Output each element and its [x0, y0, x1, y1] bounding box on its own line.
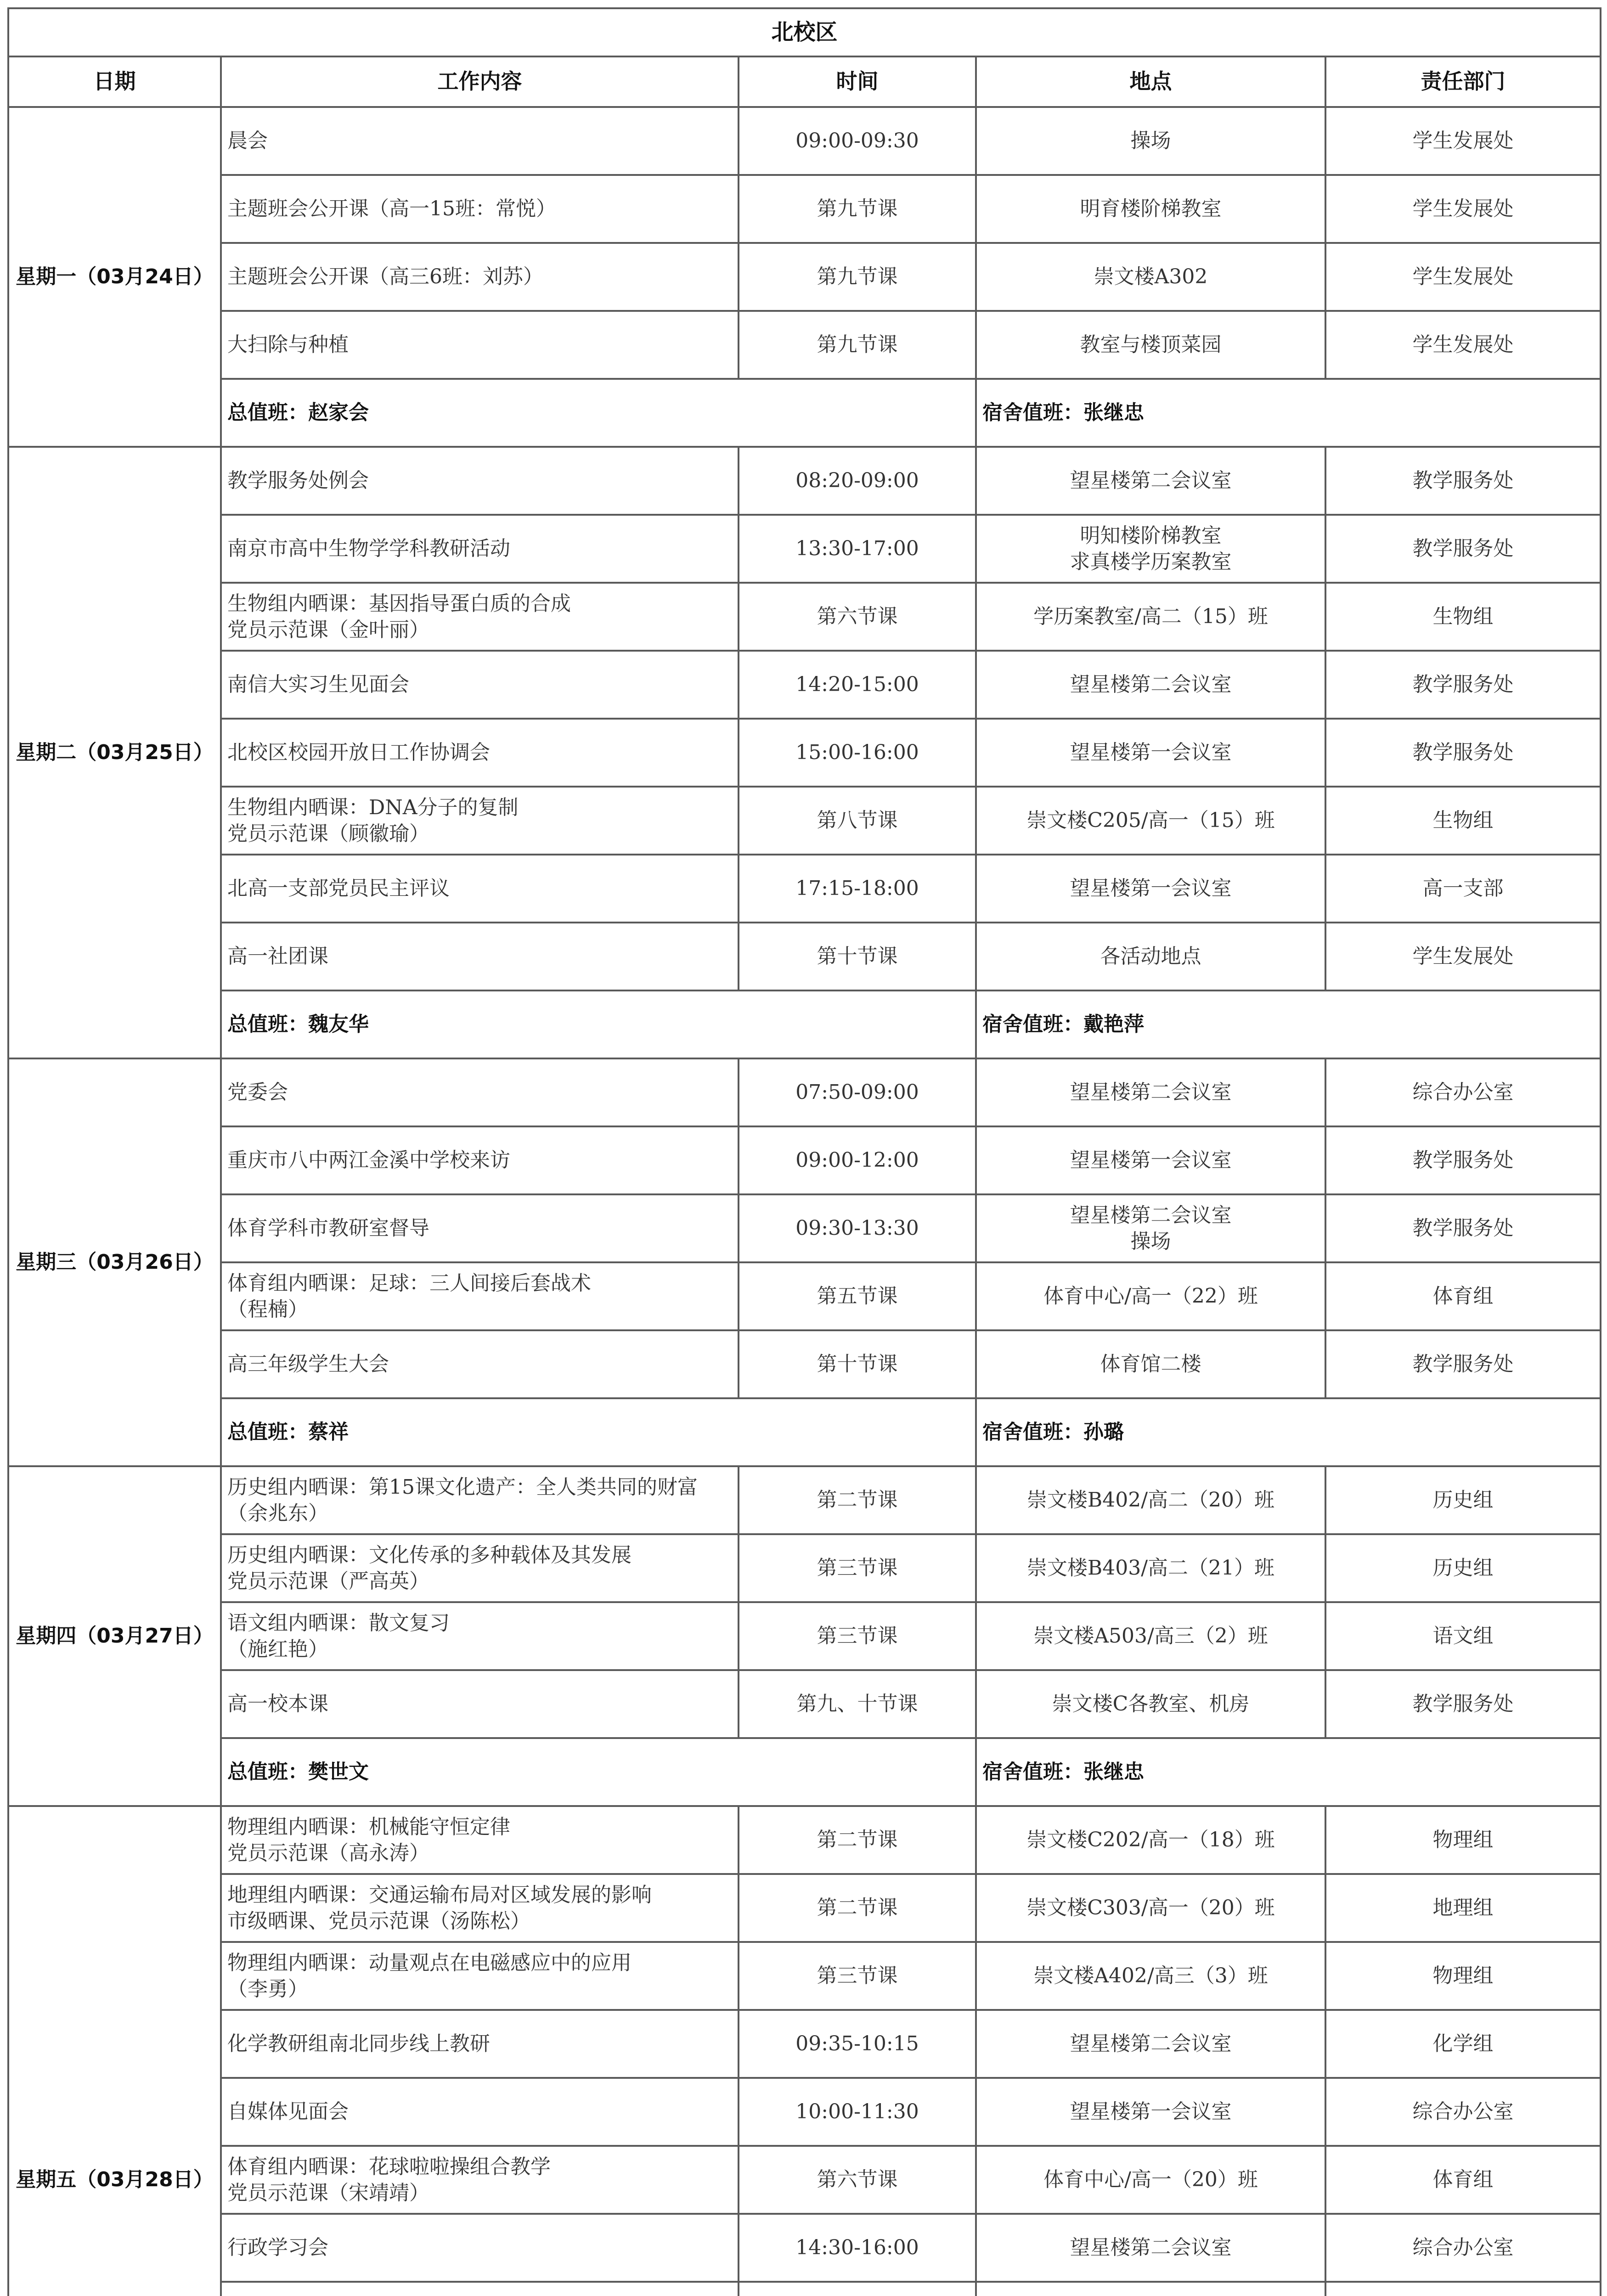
location-cell: [976, 1806, 1325, 1874]
location-cell: [976, 1602, 1325, 1670]
time-cell: 第九节课: [739, 175, 976, 243]
time-cell: 15:00-16:00: [739, 719, 976, 787]
schedule-row: [8, 175, 1601, 243]
text-line: 崇文楼A302: [1094, 265, 1208, 289]
time-cell: 09:30-13:30: [739, 1194, 976, 1262]
location-cell: [976, 1126, 1325, 1194]
location-cell: [976, 855, 1325, 923]
text-line: 望星楼第一会议室: [1070, 2100, 1232, 2124]
time-cell: [739, 2282, 976, 2296]
text-line: 自媒体见面会: [227, 2100, 349, 2124]
text-line: 望星楼第二会议室: [1070, 1203, 1232, 1227]
department-cell: 教学服务处: [1325, 719, 1601, 787]
day-label: 星期四（03月27日）: [8, 1466, 221, 1806]
duty-row: [8, 1398, 1601, 1466]
department-cell: [1325, 2282, 1601, 2296]
text-line: 北校区校园开放日工作协调会: [227, 741, 490, 765]
work-content: [221, 1194, 739, 1262]
department-cell: 教学服务处: [1325, 1330, 1601, 1398]
text-line: 望星楼第二会议室: [1070, 673, 1232, 697]
time-cell: 08:20-09:00: [739, 447, 976, 515]
schedule-row: [8, 583, 1601, 651]
text-line: 望星楼第二会议室: [1070, 1080, 1232, 1104]
text-line: 北高一支部党员民主评议: [227, 877, 450, 900]
dorm-duty: 宿舍值班：孙璐: [976, 1398, 1601, 1466]
schedule-row: [8, 2146, 1601, 2214]
text-line: 望星楼第二会议室: [1070, 2032, 1232, 2056]
day-label: 星期一（03月24日）: [8, 107, 221, 447]
schedule-row: [8, 447, 1601, 515]
text-line: 物理组内晒课：机械能守恒定律: [227, 1815, 510, 1839]
department-cell: 化学组: [1325, 2010, 1601, 2078]
work-content: [221, 787, 739, 855]
duty-row: [8, 1738, 1601, 1806]
schedule-row: [8, 1262, 1601, 1330]
dorm-duty: 宿舍值班：张继忠: [976, 379, 1601, 447]
text-line: 党员示范课（严高英）: [227, 1570, 429, 1593]
schedule-row: [8, 1330, 1601, 1398]
location-cell: [976, 583, 1325, 651]
header-time: 时间: [739, 56, 976, 107]
text-line: 重庆市八中两江金溪中学校来访: [227, 1148, 510, 1172]
campus-title: 北校区: [8, 8, 1601, 56]
time-cell: 14:30-16:00: [739, 2214, 976, 2282]
text-line: 南京市高中生物学学科教研活动: [227, 537, 510, 561]
text-line: 崇文楼C各教室、机房: [1052, 1692, 1250, 1716]
location-cell: [976, 1534, 1325, 1602]
time-cell: 第二节课: [739, 1874, 976, 1942]
work-content: [221, 1806, 739, 1874]
schedule-row: [8, 1874, 1601, 1942]
title-row: [8, 8, 1601, 56]
text-line: 行政学习会: [227, 2236, 328, 2260]
text-line: 明育楼阶梯教室: [1080, 197, 1222, 221]
text-line: 求真楼学历案教室: [1070, 550, 1232, 574]
location-cell: [976, 1262, 1325, 1330]
department-cell: 教学服务处: [1325, 651, 1601, 719]
work-content: [221, 515, 739, 583]
text-line: （程楠）: [227, 1298, 308, 1321]
general-duty: 总值班：蔡祥: [221, 1398, 976, 1466]
general-duty: 总值班：魏友华: [221, 990, 976, 1058]
schedule-row: [8, 2010, 1601, 2078]
location-cell: [976, 651, 1325, 719]
text-line: 崇文楼B402/高二（20）班: [1026, 1488, 1275, 1512]
department-cell: 学生发展处: [1325, 311, 1601, 379]
time-cell: 07:50-09:00: [739, 1058, 976, 1126]
location-cell: [976, 923, 1325, 990]
text-line: 物理组内晒课：动量观点在电磁感应中的应用: [227, 1951, 632, 1975]
time-cell: 第八节课: [739, 787, 976, 855]
work-content: [221, 1126, 739, 1194]
department-cell: 生物组: [1325, 583, 1601, 651]
time-cell: 第三节课: [739, 1602, 976, 1670]
time-cell: 第十节课: [739, 923, 976, 990]
text-line: 望星楼第一会议室: [1070, 1148, 1232, 1172]
header-date: 日期: [8, 56, 221, 107]
time-cell: 09:00-09:30: [739, 107, 976, 175]
work-content: [221, 1874, 739, 1942]
time-cell: 09:00-12:00: [739, 1126, 976, 1194]
department-cell: 学生发展处: [1325, 923, 1601, 990]
schedule-row: [8, 787, 1601, 855]
work-content: [221, 923, 739, 990]
text-line: 体育中心/高一（22）班: [1043, 1284, 1258, 1308]
schedule-row: [8, 2078, 1601, 2146]
dorm-duty: 宿舍值班：张继忠: [976, 1738, 1601, 1806]
schedule-row: [8, 1942, 1601, 2010]
header-row: [8, 56, 1601, 107]
text-line: 党员示范课（金叶丽）: [227, 618, 429, 642]
text-line: 望星楼第一会议室: [1070, 877, 1232, 900]
time-cell: 第三节课: [739, 1942, 976, 2010]
text-line: 晨会: [227, 129, 268, 153]
department-cell: 教学服务处: [1325, 1670, 1601, 1738]
text-line: 党员示范课（宋靖靖）: [227, 2181, 429, 2205]
work-content: [221, 1058, 739, 1126]
time-cell: 13:30-17:00: [739, 515, 976, 583]
location-cell: [976, 1058, 1325, 1126]
schedule-row: [8, 1602, 1601, 1670]
day-label: 星期三（03月26日）: [8, 1058, 221, 1466]
time-cell: 第六节课: [739, 2146, 976, 2214]
time-cell: 第五节课: [739, 1262, 976, 1330]
work-content: [221, 1262, 739, 1330]
department-cell: 综合办公室: [1325, 1058, 1601, 1126]
text-line: 明知楼阶梯教室: [1080, 523, 1222, 547]
location-cell: [976, 107, 1325, 175]
department-cell: 高一支部: [1325, 855, 1601, 923]
header-department: 责任部门: [1325, 56, 1601, 107]
text-line: 体育学科市教研室督导: [227, 1216, 429, 1240]
work-content: [221, 447, 739, 515]
department-cell: 学生发展处: [1325, 107, 1601, 175]
work-content: [221, 1466, 739, 1534]
text-line: 崇文楼A402/高三（3）班: [1033, 1964, 1268, 1988]
department-cell: 生物组: [1325, 787, 1601, 855]
department-cell: 学生发展处: [1325, 243, 1601, 311]
schedule-row: [8, 311, 1601, 379]
time-cell: 第三节课: [739, 1534, 976, 1602]
text-line: 党员示范课（顾徽瑜）: [227, 822, 429, 845]
work-content: [221, 107, 739, 175]
work-content: [221, 651, 739, 719]
schedule-row: [8, 923, 1601, 990]
text-line: （施红艳）: [227, 1638, 328, 1661]
department-cell: 物理组: [1325, 1806, 1601, 1874]
work-content: [221, 2078, 739, 2146]
department-cell: 物理组: [1325, 1942, 1601, 2010]
time-cell: 17:15-18:00: [739, 855, 976, 923]
location-cell: [976, 1670, 1325, 1738]
location-cell: [976, 1194, 1325, 1262]
location-cell: [976, 2078, 1325, 2146]
department-cell: 教学服务处: [1325, 447, 1601, 515]
location-cell: [976, 719, 1325, 787]
department-cell: 体育组: [1325, 2146, 1601, 2214]
text-line: 南信大实习生见面会: [227, 673, 409, 697]
time-cell: 09:35-10:15: [739, 2010, 976, 2078]
text-line: 望星楼第一会议室: [1070, 741, 1232, 765]
location-cell: [976, 515, 1325, 583]
text-line: 望星楼第二会议室: [1070, 2236, 1232, 2260]
department-cell: 历史组: [1325, 1466, 1601, 1534]
text-line: 体育组内晒课：花球啦啦操组合教学: [227, 2155, 551, 2178]
location-cell: [976, 311, 1325, 379]
time-cell: 第六节课: [739, 583, 976, 651]
department-cell: 教学服务处: [1325, 1194, 1601, 1262]
time-cell: 14:20-15:00: [739, 651, 976, 719]
schedule-row: [8, 1058, 1601, 1126]
text-line: 主题班会公开课（高三6班：刘苏）: [227, 265, 543, 289]
duty-row: [8, 379, 1601, 447]
location-cell: [976, 2282, 1325, 2296]
text-line: 生物组内晒课：基因指导蛋白质的合成: [227, 591, 571, 615]
location-cell: [976, 175, 1325, 243]
day-label: 星期五（03月28日）: [8, 1806, 221, 2296]
schedule-row: [8, 1806, 1601, 1874]
schedule-row: [8, 719, 1601, 787]
dorm-duty: 宿舍值班：戴艳萍: [976, 990, 1601, 1058]
text-line: 市级晒课、党员示范课（汤陈松）: [227, 1909, 530, 1933]
text-line: 高一校本课: [227, 1692, 328, 1716]
work-content: [221, 2010, 739, 2078]
work-content: [221, 583, 739, 651]
location-cell: [976, 243, 1325, 311]
work-content: [221, 2282, 739, 2296]
general-duty: 总值班：赵家会: [221, 379, 976, 447]
schedule-row: [8, 515, 1601, 583]
text-line: 教学服务处例会: [227, 469, 369, 493]
work-content: [221, 1670, 739, 1738]
location-cell: [976, 1942, 1325, 2010]
work-content: [221, 1330, 739, 1398]
schedule-row: [8, 1194, 1601, 1262]
header-content: 工作内容: [221, 56, 739, 107]
time-cell: 第二节课: [739, 1466, 976, 1534]
time-cell: 第九、十节课: [739, 1670, 976, 1738]
text-line: 各活动地点: [1100, 945, 1201, 968]
time-cell: 10:00-11:30: [739, 2078, 976, 2146]
text-line: 望星楼第二会议室: [1070, 469, 1232, 493]
text-line: 教室与楼顶菜园: [1080, 333, 1222, 357]
schedule-row: [8, 2214, 1601, 2282]
text-line: 化学教研组南北同步线上教研: [227, 2032, 490, 2056]
work-content: [221, 719, 739, 787]
schedule-row: [8, 2282, 1601, 2296]
department-cell: 语文组: [1325, 1602, 1601, 1670]
text-line: 体育馆二楼: [1100, 1352, 1201, 1376]
work-content: [221, 243, 739, 311]
text-line: 操场: [1130, 129, 1171, 153]
department-cell: 地理组: [1325, 1874, 1601, 1942]
text-line: 崇文楼C205/高一（15）班: [1026, 809, 1275, 833]
day-label: 星期二（03月25日）: [8, 447, 221, 1058]
text-line: （余兆东）: [227, 1502, 328, 1525]
text-line: 体育组内晒课：足球：三人间接后套战术: [227, 1271, 591, 1295]
location-cell: [976, 447, 1325, 515]
schedule-row: [8, 107, 1601, 175]
text-line: 学历案教室/高二（15）班: [1033, 605, 1268, 629]
location-cell: [976, 2010, 1325, 2078]
time-cell: 第十节课: [739, 1330, 976, 1398]
schedule-row: [8, 1670, 1601, 1738]
work-content: [221, 2146, 739, 2214]
text-line: 地理组内晒课：交通运输布局对区域发展的影响: [227, 1883, 652, 1907]
text-line: 生物组内晒课：DNA分子的复制: [227, 795, 519, 819]
text-line: 语文组内晒课：散文复习: [227, 1611, 450, 1635]
text-line: 历史组内晒课：第15课文化遗产：全人类共同的财富: [227, 1475, 698, 1499]
work-content: [221, 311, 739, 379]
location-cell: [976, 1466, 1325, 1534]
schedule-row: [8, 1466, 1601, 1534]
schedule-row: [8, 651, 1601, 719]
text-line: 党员示范课（高永涛）: [227, 1841, 429, 1865]
location-cell: [976, 1330, 1325, 1398]
time-cell: 第九节课: [739, 311, 976, 379]
schedule-row: [8, 243, 1601, 311]
text-line: 大扫除与种植: [227, 333, 349, 357]
text-line: 高三年级学生大会: [227, 1352, 389, 1376]
weekly-schedule-table: [7, 7, 1601, 2296]
text-line: 操场: [1130, 1230, 1171, 1253]
department-cell: 综合办公室: [1325, 2078, 1601, 2146]
schedule-row: [8, 1534, 1601, 1602]
text-line: 历史组内晒课：文化传承的多种载体及其发展: [227, 1543, 632, 1567]
text-line: 崇文楼B403/高二（21）班: [1026, 1556, 1275, 1580]
work-content: [221, 855, 739, 923]
text-line: （李勇）: [227, 1977, 308, 2001]
work-content: [221, 1602, 739, 1670]
text-line: 崇文楼C303/高一（20）班: [1026, 1896, 1275, 1920]
time-cell: 第二节课: [739, 1806, 976, 1874]
header-location: 地点: [976, 56, 1325, 107]
department-cell: 历史组: [1325, 1534, 1601, 1602]
department-cell: 体育组: [1325, 1262, 1601, 1330]
location-cell: [976, 2214, 1325, 2282]
general-duty: 总值班：樊世文: [221, 1738, 976, 1806]
text-line: 崇文楼A503/高三（2）班: [1033, 1624, 1268, 1648]
location-cell: [976, 2146, 1325, 2214]
schedule-row: [8, 855, 1601, 923]
location-cell: [976, 787, 1325, 855]
text-line: 崇文楼C202/高一（18）班: [1026, 1828, 1275, 1852]
text-line: 体育中心/高一（20）班: [1043, 2168, 1258, 2192]
work-content: [221, 1534, 739, 1602]
work-content: [221, 175, 739, 243]
text-line: 党委会: [227, 1080, 288, 1104]
work-content: [221, 1942, 739, 2010]
duty-row: [8, 990, 1601, 1058]
schedule-row: [8, 1126, 1601, 1194]
time-cell: 第九节课: [739, 243, 976, 311]
work-content: [221, 2214, 739, 2282]
department-cell: 教学服务处: [1325, 515, 1601, 583]
text-line: 主题班会公开课（高一15班：常悦）: [227, 197, 556, 221]
department-cell: 学生发展处: [1325, 175, 1601, 243]
location-cell: [976, 1874, 1325, 1942]
department-cell: 综合办公室: [1325, 2214, 1601, 2282]
text-line: 高一社团课: [227, 945, 328, 968]
department-cell: 教学服务处: [1325, 1126, 1601, 1194]
